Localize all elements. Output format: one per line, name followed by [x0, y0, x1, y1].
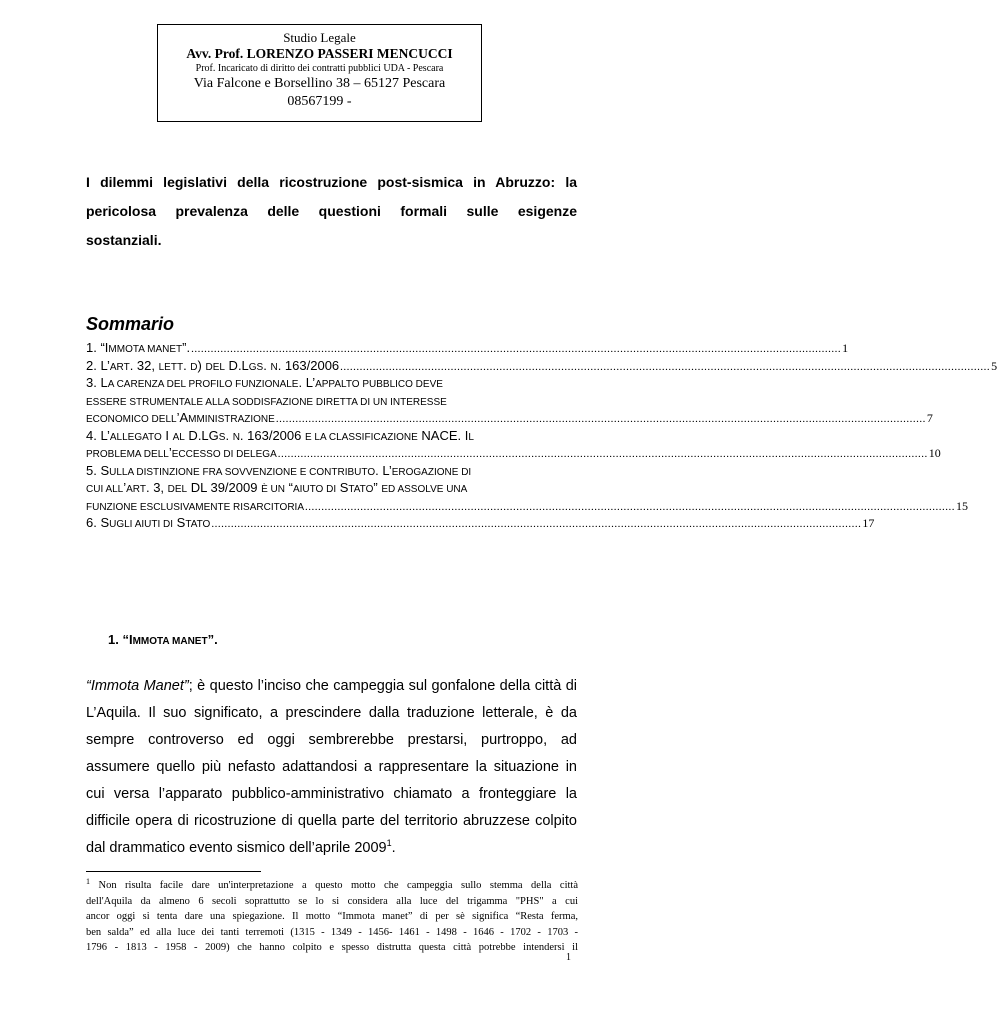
toc-text: 3. L — [86, 375, 108, 390]
table-of-contents — [86, 339, 997, 532]
toc-smallcaps-text: ART — [126, 484, 146, 495]
body-line: dal drammatico evento sismico dell’aprile 2009$^1$. — [86, 838, 396, 856]
toc-text: D.LG — [184, 427, 219, 443]
toc-text: 5. S — [86, 462, 110, 478]
title-line: sostanziali. — [86, 232, 162, 248]
footnote — [86, 878, 578, 956]
toc-smallcaps-text: MMOTA MANET — [108, 344, 183, 355]
toc-entry[interactable] — [86, 339, 849, 357]
toc-smallcaps-text: APPALTO PUBBLICO DEVE — [315, 379, 443, 390]
toc-entry[interactable] — [86, 444, 941, 462]
section-title-close: ”. — [207, 632, 218, 647]
toc-text: ” — [373, 480, 382, 495]
body-line: “Immota Manet”; è questo l’inciso che campeggia sul gonfalone della città di — [86, 678, 577, 694]
toc-page-number: 1 — [842, 341, 849, 355]
footnote-reference[interactable]: 1 — [386, 838, 392, 848]
toc-smallcaps-text: L — [468, 431, 474, 443]
toc-entry[interactable] — [86, 427, 578, 445]
toc-text: ’A — [176, 410, 189, 425]
toc-text: . L’ — [375, 462, 392, 478]
toc-entry[interactable] — [86, 479, 578, 497]
toc-leader-dots: ........................................................................................................................................................................................................ — [191, 343, 842, 355]
toc-text: . 163/2006 — [277, 357, 340, 373]
firm-address: Via Falcone e Borsellino 38 – 65127 Pescara — [193, 76, 446, 91]
toc-text: . 32, — [129, 357, 159, 373]
toc-text: S — [336, 480, 349, 495]
toc-text: D.L — [224, 357, 249, 373]
toc-entry[interactable] — [86, 392, 578, 410]
toc-smallcaps-text: N — [232, 431, 240, 443]
body-line: sempre controverso ed oggi sembrerebbe prestarsi, purtroppo, ad — [86, 732, 577, 748]
body-line: assumere quello più nefasto adattandosi a rappresentare la situazione in — [86, 759, 577, 775]
lawyer-name: Avv. Prof. LORENZO PASSERI MENCUCCI — [186, 46, 453, 61]
toc-text: 6. S — [86, 515, 110, 530]
body-line: difficile opera di ricostruzione di quella parte del territorio abruzzese colpito — [86, 813, 577, 829]
toc-smallcaps-text: CUI ALL — [86, 484, 124, 495]
toc-smallcaps-text: ULLA DISTINZIONE FRA SOVVENZIONE E CONTRIBUTO — [109, 466, 376, 478]
toc-leader-dots: ........................................................................................................................................................................................................ — [275, 413, 926, 425]
title-line: I dilemmi legislativi della ricostruzione post-sismica in Abruzzo: la — [86, 174, 577, 190]
toc-smallcaps-text: E LA CLASSIFICAZIONE — [304, 431, 418, 443]
lawyer-title: Prof. Incaricato di diritto dei contratti pubblici UDA - Pescara — [195, 63, 444, 74]
body-line: cui versa l’apparato pubblico-amministrativo chiamato a fronteggiare la — [86, 786, 577, 802]
section-title-open: “I — [118, 632, 133, 647]
toc-smallcaps-text: DEL — [167, 484, 188, 495]
toc-text: 1. “I — [86, 340, 109, 355]
toc-smallcaps-text: ED ASSOLVE UNA — [381, 484, 468, 495]
toc-smallcaps-text: A CARENZA DEL PROFILO FUNZIONALE — [107, 379, 299, 390]
toc-text: ’ — [123, 480, 127, 495]
toc-smallcaps-text: GS — [248, 361, 264, 373]
toc-text: 4. L’ — [86, 427, 110, 443]
toc-smallcaps-text: ESSERE STRUMENTALE ALLA SODDISFAZIONE DIRETTA DI UN INTERESSE — [86, 396, 447, 408]
toc-text: . 3, — [145, 480, 168, 495]
toc-entry[interactable] — [86, 374, 578, 392]
letterhead-box — [157, 24, 482, 122]
toc-smallcaps-text: UGLI AIUTI DI — [109, 519, 174, 530]
toc-text: ) — [197, 357, 206, 373]
toc-smallcaps-text: S — [218, 431, 226, 443]
toc-smallcaps-text: EROGAZIONE DI — [391, 466, 472, 478]
section-title-smallcaps: MMOTA MANET — [132, 636, 208, 647]
toc-text: S — [173, 515, 186, 530]
toc-text: . — [183, 357, 191, 373]
motto-quote: “Immota Manet” — [86, 678, 189, 694]
document-title — [86, 168, 577, 255]
toc-page-number: 17 — [862, 516, 875, 530]
toc-entry[interactable] — [86, 462, 578, 480]
toc-page-number: 15 — [956, 498, 968, 513]
toc-smallcaps-text: N — [270, 361, 278, 373]
footnote-line: ancor oggi si tenta dare una spiegazione. Il motto “Immota manet” di per sè significa “Resta ferma, — [86, 911, 578, 922]
page-number: 1 — [566, 952, 571, 963]
toc-text: ”. — [182, 340, 191, 355]
toc-text: . L’ — [298, 375, 316, 390]
toc-smallcaps-text: È UN — [261, 484, 285, 495]
toc-page-number: 7 — [926, 411, 933, 425]
toc-smallcaps-text: D — [190, 361, 198, 373]
toc-leader-dots: ........................................................................................................................................................................................................ — [340, 360, 991, 373]
footnote-line: $^1$ Non risulta facile dare un'interpretazione a questo motto che campeggia sullo stemma della città — [86, 877, 578, 891]
toc-text: ’ — [168, 445, 172, 460]
body-paragraph — [86, 673, 577, 862]
toc-entry[interactable] — [86, 514, 875, 532]
toc-entry[interactable] — [86, 409, 933, 427]
toc-smallcaps-text: TATO — [185, 519, 211, 530]
toc-text: . 163/2006 — [239, 427, 305, 443]
toc-text: . — [225, 427, 233, 443]
toc-text: “ — [284, 480, 293, 495]
title-line: pericolosa prevalenza delle questioni formali sulle esigenze — [86, 203, 577, 219]
toc-entry[interactable] — [86, 497, 968, 515]
toc-text: DL 39/2009 — [187, 480, 262, 495]
toc-smallcaps-text: TATO — [348, 484, 374, 495]
toc-page-number: 5 — [991, 358, 997, 373]
toc-smallcaps-text: ECCESSO DI DELEGA — [171, 449, 277, 460]
toc-leader-dots: ........................................................................................................................................................................................................ — [277, 448, 928, 460]
toc-text: I — [161, 427, 173, 443]
toc-smallcaps-text: FUNZIONE ESCLUSIVAMENTE RISARCITORIA — [86, 501, 304, 513]
footnote-line: 1796 - 1813 - 1958 - 2009) che hanno colpito e spesso distrutta questa città potrebbe intendersi il — [86, 942, 578, 953]
section-heading — [108, 632, 218, 647]
toc-smallcaps-text: MMINISTRAZIONE — [188, 414, 275, 425]
toc-smallcaps-text: DEL — [205, 361, 225, 373]
toc-entry[interactable] — [86, 357, 997, 375]
toc-smallcaps-text: ALLEGATO — [109, 431, 162, 443]
footnote-line: dell'Aquila da almeno 6 secoli soprattutto se lo si considera alla luce del trigamma "PHS" a cui — [86, 895, 578, 907]
toc-leader-dots: ........................................................................................................................................................................................................ — [211, 518, 862, 530]
toc-smallcaps-text: AL — [172, 431, 185, 443]
toc-page-number: 10 — [928, 446, 941, 460]
toc-heading: Sommario — [86, 314, 175, 334]
footnote-line: ben salda” ed alla luce dei tanti terremoti (1315 - 1349 - 1456- 1461 - 1498 - 1646 - 1702 - 1703 - — [86, 926, 578, 938]
toc-text: . — [263, 357, 271, 373]
toc-leader-dots: ........................................................................................................................................................................................................ — [305, 500, 955, 513]
toc-smallcaps-text: ART — [109, 361, 130, 373]
toc-text: 2. L’ — [86, 357, 110, 373]
toc-smallcaps-text: AIUTO DI — [292, 484, 337, 495]
firm-phone: 08567199 - — [287, 94, 352, 109]
toc-text: NACE. I — [417, 427, 469, 443]
toc-smallcaps-text: PROBLEMA DELL — [86, 449, 169, 460]
toc-smallcaps-text: LETT — [158, 361, 184, 373]
body-line: L’Aquila. Il suo significato, a prescindere dalla traduzione letterale, è da — [86, 705, 577, 721]
section-number: 1. — [108, 632, 119, 647]
footnote-mark: 1 — [86, 877, 90, 886]
toc-entry-text — [86, 514, 210, 534]
firm-name: Studio Legale — [283, 30, 356, 45]
toc-smallcaps-text: ECONOMICO DELL — [86, 414, 177, 425]
footnote-divider — [86, 871, 261, 872]
